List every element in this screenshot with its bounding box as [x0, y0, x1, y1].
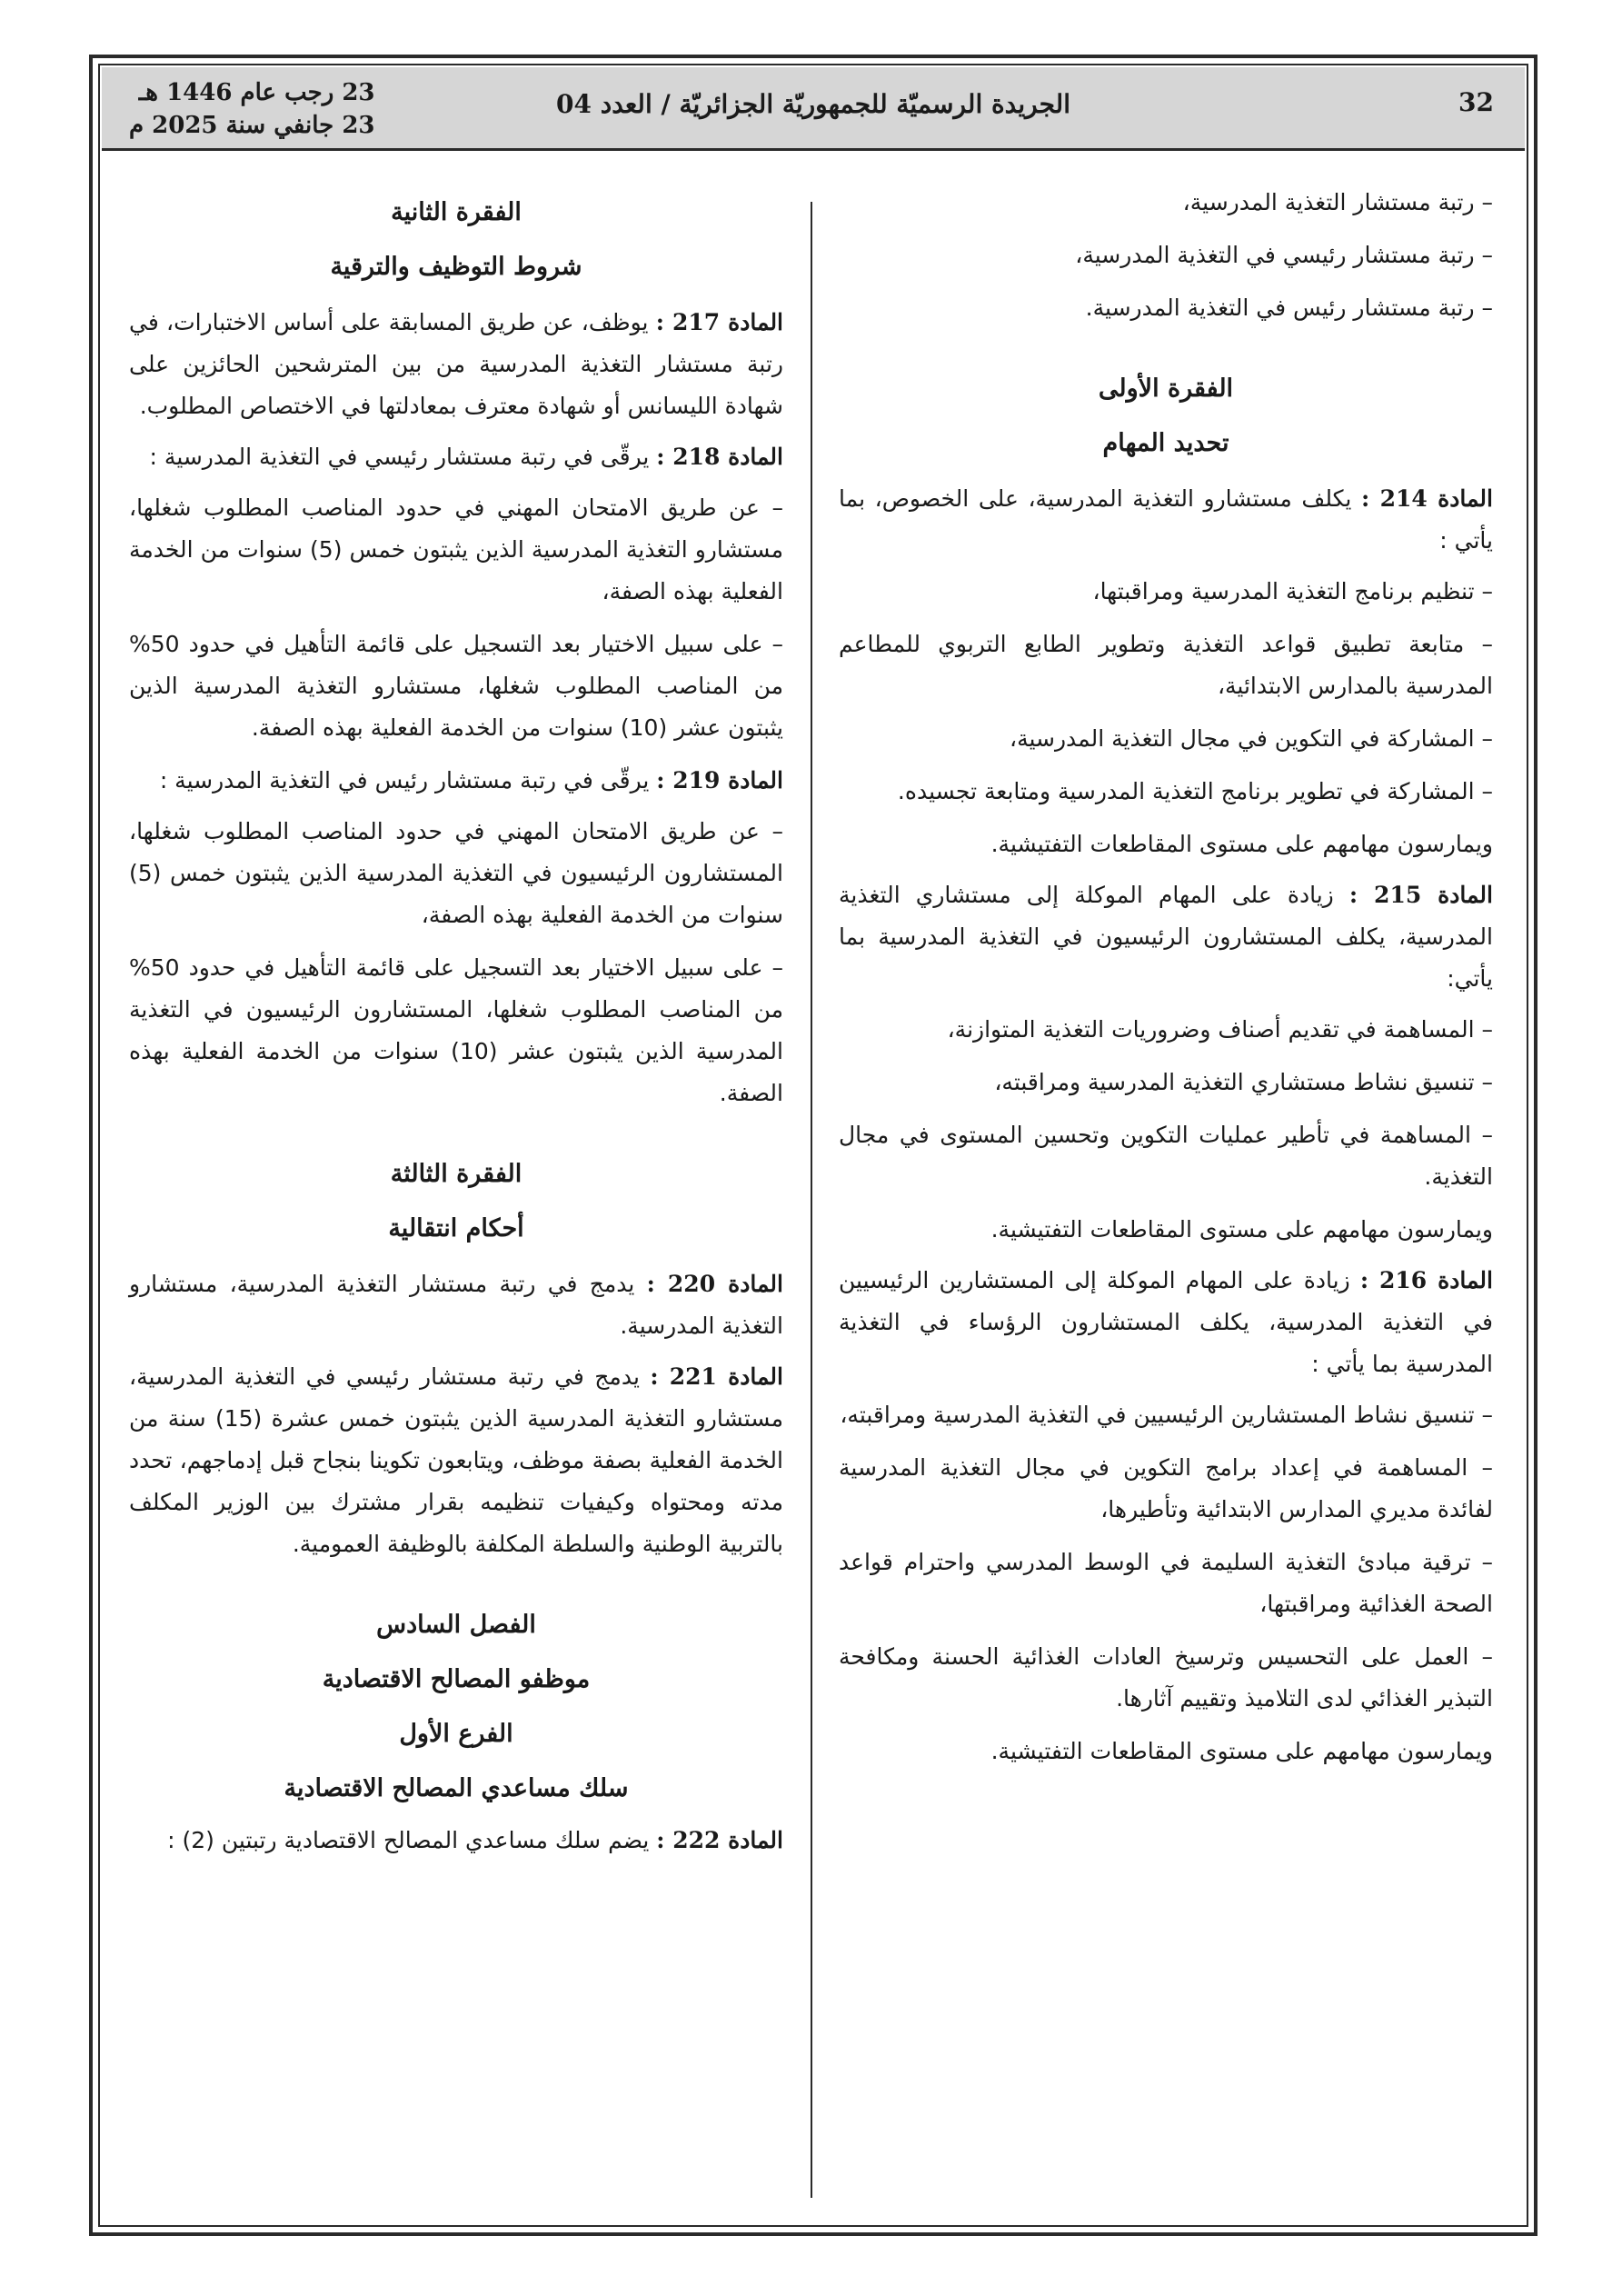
- date-gregorian: 23 جانفي سنة 2025 م: [129, 112, 375, 139]
- date-hijri: 23 رجب عام 1446 هـ: [138, 79, 375, 106]
- article-text: يرقّى في رتبة مستشار رئيس في التغذية المدرسية :: [159, 767, 657, 794]
- article-label: المادة 215 :: [1348, 882, 1493, 908]
- chapter-heading: الفصل السادس: [376, 1611, 536, 1639]
- article-text: يضم سلك مساعدي المصالح الاقتصادية رتبتين (2) :: [167, 1827, 657, 1853]
- list-item: – المساهمة في تأطير عمليات التكوين وتحسين المستوى في مجال التغذية.: [839, 1122, 1493, 1190]
- article-text: يوظف، عن طريق المسابقة على أساس الاختبارات، في رتبة مستشار التغذية المدرسية من بين المترشحين الحائزين على شهادة الليسانس أو شهادة معترف بمعادلتها في الاختصاص المطلوب.: [129, 309, 783, 419]
- article-text: يدمج في رتبة مستشار رئيسي في التغذية المدرسية، مستشارو التغذية المدرسية الذين يثبتون خمس عشرة (15) سنة من الخدمة الفعلية بصفة موظف، ويتابعون تكوينا بنجاح قبل إدماجهم، تحدد مدته ومحتواه وكيفيات تنظيمه بقرار مشترك بين الوزير المكلف بالتربية الوطنية والسلطة المكلفة بالوظيفة العمومية.: [129, 1363, 784, 1557]
- section-heading: الفقرة الثانية: [391, 198, 522, 226]
- article-text: زيادة على المهام الموكلة إلى مستشاري التغذية المدرسية، يكلف المستشارون الرئيسيون في التغذية المدرسية بما يأتي:: [839, 882, 1493, 992]
- list-item: – رتبة مستشار رئيس في التغذية المدرسية.: [1085, 294, 1493, 321]
- article-label: المادة 214 :: [1360, 485, 1493, 512]
- article-text: زيادة على المهام الموكلة إلى المستشارين الرئيسيين في التغذية المدرسية، يكلف المستشارون الرؤساء في التغذية المدرسية بما يأتي :: [839, 1267, 1493, 1377]
- left-column: [129, 182, 783, 1871]
- list-item: – رتبة مستشار التغذية المدرسية،: [1182, 189, 1493, 215]
- article-label: المادة 217 :: [655, 309, 784, 335]
- article-220: [129, 1263, 783, 1347]
- closing-text: ويمارسون مهامهم على مستوى المقاطعات التفتيشية.: [990, 831, 1493, 857]
- list-item: – متابعة تطبيق قواعد التغذية وتطوير الطابع التربوي للمطاعم المدرسية بالمدارس الابتدائية،: [839, 631, 1493, 699]
- article-215: [839, 874, 1493, 1000]
- section-heading: الفقرة الأولى: [1098, 374, 1234, 403]
- closing-text: ويمارسون مهامهم على مستوى المقاطعات التفتيشية.: [990, 1216, 1493, 1243]
- section-subheading: أحكام انتقالية: [388, 1214, 524, 1243]
- header-dates: [129, 76, 375, 142]
- list-item: – رتبة مستشار رئيسي في التغذية المدرسية،: [1075, 242, 1493, 268]
- section-subheading: شروط التوظيف والترقية: [330, 253, 582, 281]
- section-heading: الفقرة الثالثة: [390, 1160, 522, 1188]
- article-label: المادة 220 :: [646, 1271, 783, 1297]
- list-item: – العمل على التحسيس وترسيخ العادات الغذائية الحسنة ومكافحة التبذير الغذائي لدى التلاميذ وتقييم آثارها.: [839, 1643, 1493, 1712]
- article-222: [129, 1820, 783, 1862]
- list-item: – تنسيق نشاط المستشارين الرئيسيين في التغذية المدرسية ومراقبته،: [840, 1402, 1493, 1428]
- article-label: المادة 216 :: [1359, 1267, 1493, 1293]
- section-subheading: تحديد المهام: [1102, 429, 1229, 457]
- article-text: يكلف مستشارو التغذية المدرسية، على الخصوص، بما يأتي :: [839, 485, 1493, 554]
- list-item: – تنسيق نشاط مستشاري التغذية المدرسية ومراقبته،: [994, 1069, 1493, 1095]
- article-label: المادة 222 :: [656, 1827, 783, 1853]
- article-219: [129, 760, 783, 802]
- chapter-subheading: موظفو المصالح الاقتصادية: [322, 1665, 591, 1693]
- list-item: – على سبيل الاختيار بعد التسجيل على قائمة التأهيل في حدود 50% من المناصب المطلوب شغلها، المستشارون الرئيسيون في التغذية المدرسية الذين يثبتون عشر (10) سنوات من الخدمة الفعلية بهذه الصفة.: [129, 954, 783, 1106]
- list-item: – المشاركة في تطوير برنامج التغذية المدرسية ومتابعة تجسيده.: [897, 778, 1493, 804]
- article-217: [129, 302, 783, 427]
- list-item: – المساهمة في إعداد برامج التكوين في مجال التغذية المدرسية لفائدة مديري المدارس الابتدائية وتأطيرها،: [839, 1454, 1493, 1522]
- article-214: [839, 478, 1493, 562]
- article-label: المادة 219 :: [656, 767, 783, 794]
- article-216: [839, 1260, 1493, 1385]
- list-item: – ترقية مبادئ التغذية السليمة في الوسط المدرسي واحترام قواعد الصحة الغذائية ومراقبتها،: [839, 1549, 1493, 1617]
- list-item: – المساهمة في تقديم أصناف وضروريات التغذية المتوازنة،: [947, 1016, 1493, 1043]
- branch-heading: الفرع الأول: [399, 1720, 513, 1748]
- list-item: – عن طريق الامتحان المهني في حدود المناصب المطلوب شغلها، المستشارون الرئيسيون في التغذية المدرسية الذين يثبتون خمس (5) سنوات من الخدمة الفعلية بهذه الصفة،: [129, 818, 783, 928]
- list-item: – المشاركة في التكوين في مجال التغذية المدرسية،: [1010, 725, 1493, 752]
- article-label: المادة 221 :: [650, 1363, 783, 1390]
- gazette-title: الجريدة الرسميّة للجمهوريّة الجزائريّة / العدد 04: [556, 89, 1070, 119]
- page-number: 32: [1458, 87, 1494, 117]
- branch-subheading: سلك مساعدي المصالح الاقتصادية: [284, 1774, 629, 1802]
- article-text: يرقّى في رتبة مستشار رئيسي في التغذية المدرسية :: [149, 444, 657, 470]
- list-item: – على سبيل الاختيار بعد التسجيل على قائمة التأهيل في حدود 50% من المناصب المطلوب شغلها، مستشارو التغذية المدرسية الذين يثبتون عشر (10) سنوات من الخدمة الفعلية بهذه الصفة.: [129, 631, 783, 741]
- article-218: [129, 436, 783, 478]
- article-221: [129, 1356, 783, 1565]
- list-item: – عن طريق الامتحان المهني في حدود المناصب المطلوب شغلها، مستشارو التغذية المدرسية الذين يثبتون خمس (5) سنوات من الخدمة الفعلية بهذه الصفة،: [129, 494, 783, 604]
- page-header: [102, 67, 1525, 151]
- article-label: المادة 218 :: [656, 444, 783, 470]
- article-text: يدمج في رتبة مستشار التغذية المدرسية، مستشارو التغذية المدرسية.: [129, 1271, 783, 1339]
- closing-text: ويمارسون مهامهم على مستوى المقاطعات التفتيشية.: [990, 1738, 1493, 1764]
- column-divider: [811, 202, 812, 2198]
- right-column: [839, 182, 1493, 1782]
- list-item: – تنظيم برنامج التغذية المدرسية ومراقبتها،: [1092, 578, 1493, 604]
